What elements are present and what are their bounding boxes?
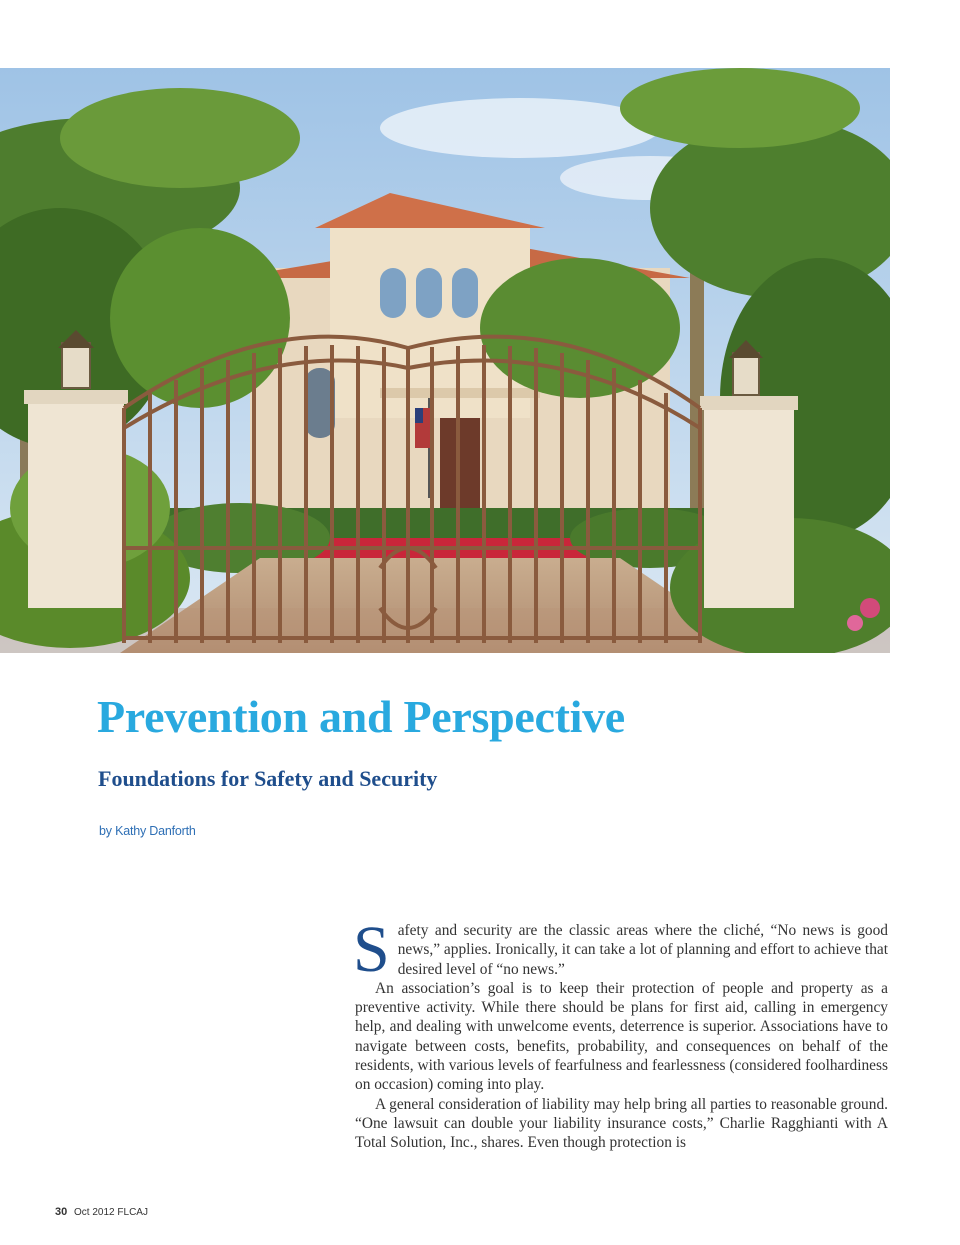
article-byline: by Kathy Danforth xyxy=(99,824,196,838)
hero-photo xyxy=(0,68,890,653)
issue-date: Oct 2012 xyxy=(74,1207,115,1218)
article-body xyxy=(353,913,888,1153)
gated-house-illustration xyxy=(0,68,890,653)
paragraph-2: An association’s goal is to keep their protection of people and property as a preventive activity. While there should be plans for first aid, calling in emergency help, and dealing with unwelcome events, deterrence is superior. Associations have to navigate between costs, benefits, probability, and consequences on behalf of the residents, with various levels of fearfulness and fearlessness (considered foolhardiness on occasion) coming into play. xyxy=(355,979,888,1094)
article-title: Prevention and Perspective xyxy=(97,691,625,742)
paragraph-1-text: afety and security are the classic areas where the cliché, “No news is good news,” applies. Ironically, it can take a lot of planning and effort to achieve that desired level of “no news.” xyxy=(397,922,888,978)
page-footer xyxy=(55,1206,148,1218)
paragraph-3: A general consideration of liability may help bring all parties to reasonable ground. “One lawsuit can double your liability insurance costs,” Charlie Ragghianti with A Total Solution, Inc., shares. Even though protection is xyxy=(355,1095,888,1152)
drop-cap: S xyxy=(353,913,390,986)
article-subtitle: Foundations for Safety and Security xyxy=(98,766,438,791)
publication-name: FLCAJ xyxy=(117,1207,148,1218)
paragraph-1 xyxy=(353,913,888,986)
page-number: 30 xyxy=(55,1206,68,1218)
